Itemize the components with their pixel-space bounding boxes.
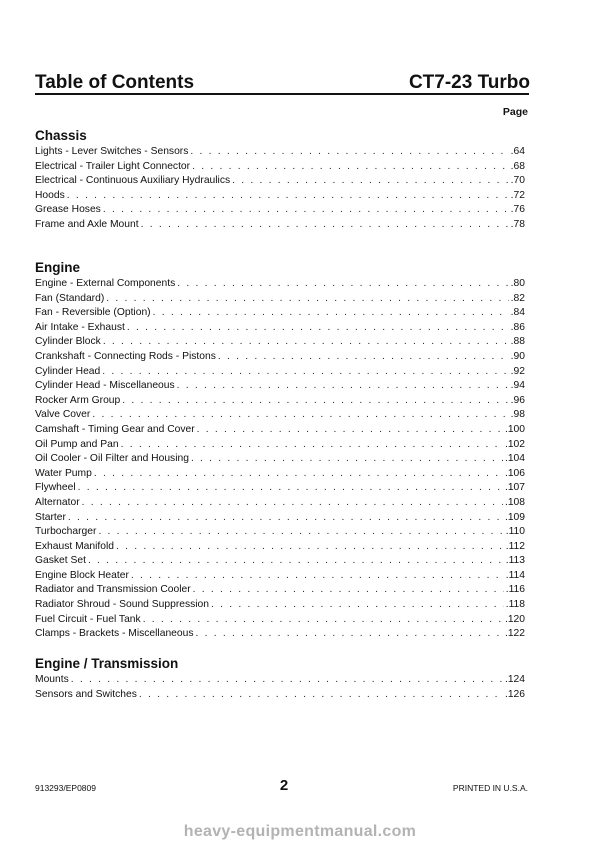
entry-title: Cylinder Head (35, 365, 101, 377)
dot-leader (71, 673, 503, 688)
entry-page: .82 (510, 292, 525, 304)
entry-title: Camshaft - Timing Gear and Cover (35, 423, 195, 435)
dot-leader (193, 583, 504, 598)
dot-leader (82, 496, 503, 511)
dot-leader (190, 145, 508, 160)
dot-leader (103, 203, 509, 218)
page-title: Table of Contents (35, 72, 195, 93)
entry-page: .76 (510, 204, 525, 216)
toc-entry[interactable] (35, 218, 525, 233)
dot-leader (197, 423, 503, 438)
dot-leader (177, 379, 509, 394)
dot-leader (98, 525, 503, 540)
toc-entry[interactable] (35, 203, 525, 218)
entry-page: .120 (504, 613, 525, 625)
toc-entry[interactable] (35, 189, 525, 204)
toc-entry[interactable] (35, 160, 525, 175)
entry-title: Clamps - Brackets - Miscellaneous (35, 628, 194, 640)
entry-page: .106 (504, 467, 525, 479)
entry-page: .84 (510, 307, 525, 319)
dot-leader (106, 292, 508, 307)
entry-title: Fan - Reversible (Option) (35, 307, 151, 319)
entry-title: Alternator (35, 496, 80, 508)
dot-leader (177, 277, 508, 292)
entry-title: Valve Cover (35, 409, 91, 421)
toc-entry[interactable] (35, 145, 525, 160)
entry-page: .70 (510, 175, 525, 187)
website-watermark: heavy-equipmentmanual.com (183, 823, 417, 840)
entry-page: .94 (510, 380, 525, 392)
header-rule (35, 93, 529, 95)
dot-leader (116, 540, 504, 555)
entry-page: .107 (504, 482, 525, 494)
document-number: 913293/EP0809 (35, 783, 96, 793)
model-name: CT7-23 Turbo (408, 72, 530, 93)
dot-leader (88, 554, 504, 569)
entry-title: Oil Pump and Pan (35, 438, 119, 450)
page-header (35, 70, 530, 94)
entry-page: .116 (505, 584, 525, 596)
entry-title: Radiator Shroud - Sound Suppression (35, 599, 210, 611)
toc-entry[interactable] (35, 540, 525, 555)
entry-page: .102 (504, 438, 525, 450)
dot-leader (141, 218, 509, 233)
entry-page: .104 (504, 453, 525, 465)
entry-list (35, 673, 525, 702)
dot-leader (191, 452, 503, 467)
dot-leader (218, 350, 509, 365)
entry-list (35, 277, 525, 642)
entry-title: Radiator and Transmission Cooler (35, 584, 191, 596)
toc-entry[interactable] (35, 613, 525, 628)
toc-entry[interactable] (35, 598, 525, 613)
entry-page: .126 (504, 688, 525, 700)
entry-page: .96 (510, 394, 525, 406)
entry-title: Electrical - Trailer Light Connector (35, 160, 191, 172)
toc-entry[interactable] (35, 394, 525, 409)
entry-page: .122 (504, 628, 525, 640)
page-number: 2 (279, 777, 289, 794)
entry-page: .100 (504, 423, 525, 435)
entry-page: .110 (505, 526, 525, 538)
toc-entry[interactable] (35, 423, 525, 438)
toc-entry[interactable] (35, 467, 525, 482)
entry-title: Mounts (35, 674, 69, 685)
entry-title: Exhaust Manifold (35, 540, 114, 552)
entry-page: .98 (510, 409, 525, 421)
entry-title: Gasket Set (35, 555, 86, 567)
entry-page: .64 (510, 146, 525, 157)
entry-page: .108 (504, 496, 525, 508)
dot-leader (143, 613, 503, 628)
entry-title: Turbocharger (35, 526, 97, 538)
entry-page: .72 (510, 189, 525, 201)
section-heading: Engine / Transmission (35, 656, 179, 671)
entry-title: Air Intake - Exhaust (35, 321, 125, 333)
toc-entry[interactable] (35, 306, 525, 321)
dot-leader (92, 408, 508, 423)
entry-title: Flywheel (35, 482, 76, 494)
printed-in-label: PRINTED IN U.S.A. (452, 783, 528, 793)
entry-title: Frame and Axle Mount (35, 218, 139, 230)
entry-title: Rocker Arm Group (35, 394, 121, 406)
dot-leader (127, 321, 509, 336)
entry-title: Lights - Lever Switches - Sensors (35, 146, 189, 157)
dot-leader (192, 160, 509, 175)
toc-entry[interactable] (35, 408, 525, 423)
dot-leader (78, 481, 503, 496)
entry-title: Engine Block Heater (35, 569, 129, 581)
entry-list (35, 145, 525, 233)
entry-page: .78 (510, 218, 525, 230)
entry-title: Engine - External Components (35, 278, 176, 289)
entry-page: .109 (504, 511, 525, 523)
toc-entry[interactable] (35, 481, 525, 496)
entry-page: .86 (510, 321, 525, 333)
toc-entry[interactable] (35, 277, 525, 292)
toc-entry[interactable] (35, 365, 525, 380)
toc-entry[interactable] (35, 627, 525, 642)
dot-leader (196, 627, 503, 642)
entry-title: Fuel Circuit - Fuel Tank (35, 613, 141, 625)
toc-entry[interactable] (35, 511, 525, 526)
dot-leader (67, 189, 509, 204)
toc-entry[interactable] (35, 525, 525, 540)
dot-leader (122, 394, 508, 409)
toc-entry[interactable] (35, 583, 525, 598)
dot-leader (103, 335, 509, 350)
dot-leader (102, 365, 508, 380)
entry-title: Electrical - Continuous Auxiliary Hydraulics (35, 175, 231, 187)
entry-title: Starter (35, 511, 66, 523)
entry-title: Crankshaft - Connecting Rods - Pistons (35, 350, 216, 362)
entry-title: Grease Hoses (35, 204, 101, 216)
entry-page: .124 (504, 674, 525, 685)
entry-page: .80 (510, 278, 525, 289)
entry-page: .68 (510, 160, 525, 172)
toc-entry[interactable] (35, 569, 525, 584)
dot-leader (68, 511, 503, 526)
dot-leader (211, 598, 504, 613)
section-engine (35, 260, 525, 642)
entry-title: Oil Cooler - Oil Filter and Housing (35, 453, 189, 465)
entry-page: .114 (505, 569, 525, 581)
entry-page: .118 (505, 599, 525, 611)
toc-entry[interactable] (35, 688, 525, 703)
dot-leader (94, 467, 503, 482)
dot-leader (153, 306, 509, 321)
page-column-label: Page (502, 106, 528, 118)
toc-entry[interactable] (35, 335, 525, 350)
entry-title: Fan (Standard) (35, 292, 105, 304)
section-heading: Chassis (35, 128, 87, 143)
entry-page: .88 (510, 336, 525, 348)
section-heading: Engine (35, 260, 81, 275)
toc-entry[interactable] (35, 292, 525, 307)
entry-title: Water Pump (35, 467, 92, 479)
dot-leader (232, 174, 509, 189)
toc-entry[interactable] (35, 438, 525, 453)
dot-leader (139, 688, 503, 703)
toc-entry[interactable] (35, 496, 525, 511)
entry-page: .112 (505, 540, 525, 552)
toc-entry[interactable] (35, 452, 525, 467)
entry-title: Sensors and Switches (35, 688, 137, 700)
dot-leader (131, 569, 504, 584)
toc-entry[interactable] (35, 379, 525, 394)
dot-leader (121, 438, 503, 453)
toc-entry[interactable] (35, 350, 525, 365)
entry-title: Cylinder Head - Miscellaneous (35, 380, 175, 392)
entry-title: Cylinder Block (35, 336, 101, 348)
toc-entry[interactable] (35, 673, 525, 688)
entry-title: Hoods (35, 189, 65, 201)
toc-entry[interactable] (35, 554, 525, 569)
toc-entry[interactable] (35, 174, 525, 189)
toc-entry[interactable] (35, 321, 525, 336)
section-engine-transmission (35, 656, 525, 702)
entry-page: .90 (510, 350, 525, 362)
entry-page: .92 (510, 365, 525, 377)
section-chassis (35, 128, 525, 233)
entry-page: .113 (505, 555, 525, 567)
